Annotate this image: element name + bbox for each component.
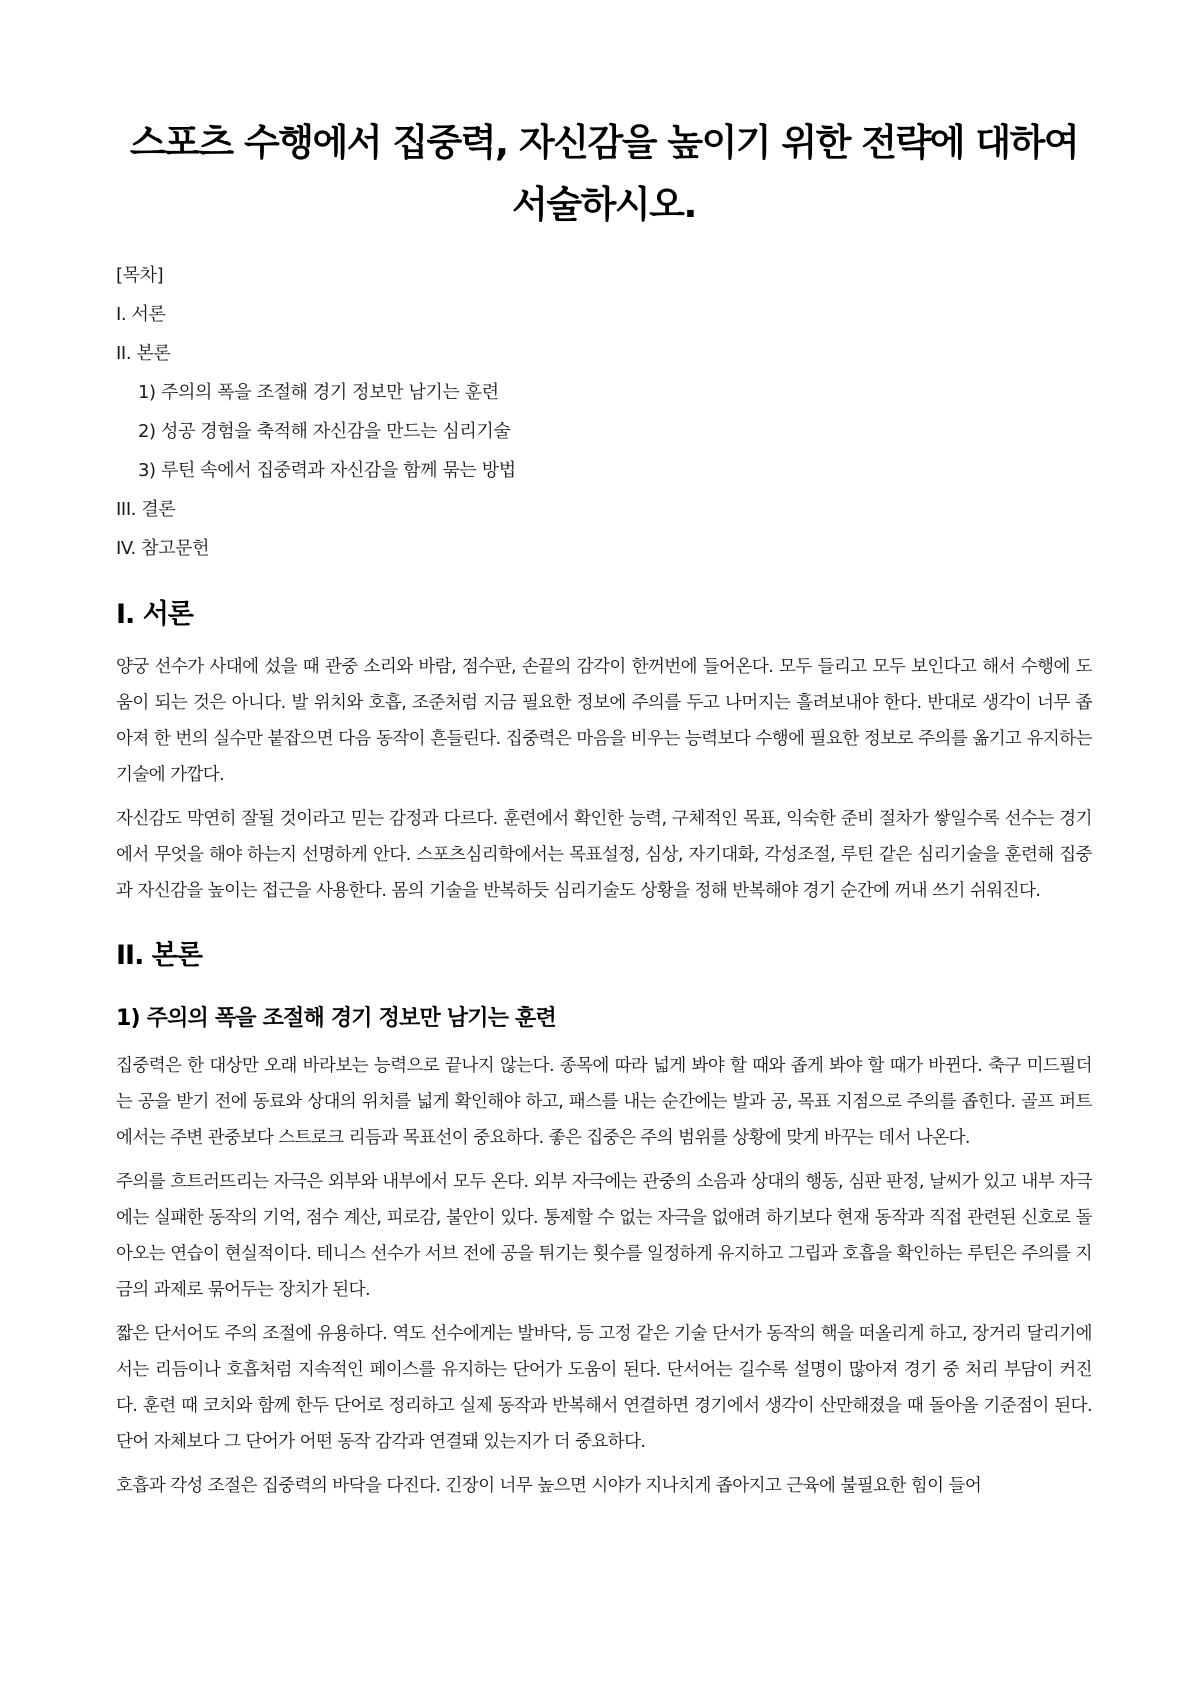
intro-paragraph: 양궁 선수가 사대에 섰을 때 관중 소리와 바람, 점수판, 손끝의 감각이 한꺼번에 들어온다. 모두 들리고 모두 보인다고 해서 수행에 도움이 되는 것은 아니다. 발 위치와 호흡, 조준처럼 지금 필요한 정보에 주의를 두고 나머지는 흘려보내야 한다. 반대로 생각이 너무 좁아져 한 번의 실수만 붙잡으면 다음 동작이 흔들린다. 집중력은 마음을 비우는 능력보다 수행에 필요한 정보로 주의를 옮기고 유지하는 기술에 가깝다. [116,657,1092,785]
toc-item-intro: I. 서론 [116,304,166,325]
body-paragraph: 짧은 단서어도 주의 조절에 유용하다. 역도 선수에게는 발바닥, 등 고정 같은 기술 단서가 동작의 핵을 떠올리게 하고, 장거리 달리기에서는 리듬이나 호흡처럼 지속적인 페이스를 유지하는 단어가 도움이 된다. 단서어는 길수록 설명이 많아져 경기 중 처리 부담이 커진다. 훈련 때 코치와 함께 한두 단어로 정리하고 실제 동작과 반복해서 연결하면 경기에서 생각이 산만해졌을 때 돌아올 기준점이 된다. 단어 자체보다 그 단어가 어떤 동작 감각과 연결돼 있는지가 더 중요하다. [116,1324,1092,1452]
toc-item-body-3: 3) 루틴 속에서 집중력과 자신감을 함께 묶는 방법 [138,460,516,481]
table-of-contents [116,256,1092,568]
body-paragraph: 주의를 흐트러뜨리는 자극은 외부와 내부에서 모두 온다. 외부 자극에는 관중의 소음과 상대의 행동, 심판 판정, 날씨가 있고 내부 자극에는 실패한 동작의 기억, 점수 계산, 피로감, 불안이 있다. 통제할 수 없는 자극을 없애려 하기보다 현재 동작과 직접 관련된 신호로 돌아오는 연습이 현실적이다. 테니스 선수가 서브 전에 공을 튀기는 횟수를 일정하게 유지하고 그립과 호흡을 확인하는 루틴은 주의를 지금의 과제로 묶어두는 장치가 된다. [116,1172,1092,1300]
body-paragraph: 집중력은 한 대상만 오래 바라보는 능력으로 끝나지 않는다. 종목에 따라 넓게 봐야 할 때와 좁게 봐야 할 때가 바뀐다. 축구 미드필더는 공을 받기 전에 동료와 상대의 위치를 넓게 확인해야 하고, 패스를 내는 순간에는 발과 공, 목표 지점으로 주의를 좁힌다. 골프 퍼트에서는 주변 관중보다 스트로크 리듬과 목표선이 중요하다. 좋은 집중은 주의 범위를 상황에 맞게 바꾸는 데서 나온다. [116,1056,1093,1148]
intro-paragraph: 자신감도 막연히 잘될 것이라고 믿는 감정과 다르다. 훈련에서 확인한 능력, 구체적인 목표, 익숙한 준비 절차가 쌓일수록 선수는 경기에서 무엇을 해야 하는지 선명하게 안다. 스포츠심리학에서는 목표설정, 심상, 자기대화, 각성조절, 루틴 같은 심리기술을 훈련해 집중과 자신감을 높이는 접근을 사용한다. 몸의 기술을 반복하듯 심리기술도 상황을 정해 반복해야 경기 순간에 꺼내 쓰기 쉬워진다. [116,809,1092,901]
toc-item-body: II. 본론 [116,343,171,364]
toc-header: [목차] [116,265,164,286]
toc-item-body-2: 2) 성공 경험을 축적해 자신감을 만드는 심리기술 [138,421,511,442]
toc-item-references: IV. 참고문헌 [116,538,210,559]
body-paragraph: 호흡과 각성 조절은 집중력의 바닥을 다진다. 긴장이 너무 높으면 시야가 지나치게 좁아지고 근육에 불필요한 힘이 들어 [116,1476,982,1496]
document-page [116,112,1092,1512]
section-heading-body: II. 본론 [116,940,202,971]
toc-item-conclusion: III. 결론 [116,499,176,520]
section-heading-intro: I. 서론 [116,599,193,630]
toc-item-body-1: 1) 주의의 폭을 조절해 경기 정보만 남기는 훈련 [138,382,499,403]
document-title: 스포츠 수행에서 집중력, 자신감을 높이기 위한 전략에 대하여 서술하시오. [129,121,1079,226]
subsection-heading-attention: 1) 주의의 폭을 조절해 경기 정보만 남기는 훈련 [116,1006,556,1031]
